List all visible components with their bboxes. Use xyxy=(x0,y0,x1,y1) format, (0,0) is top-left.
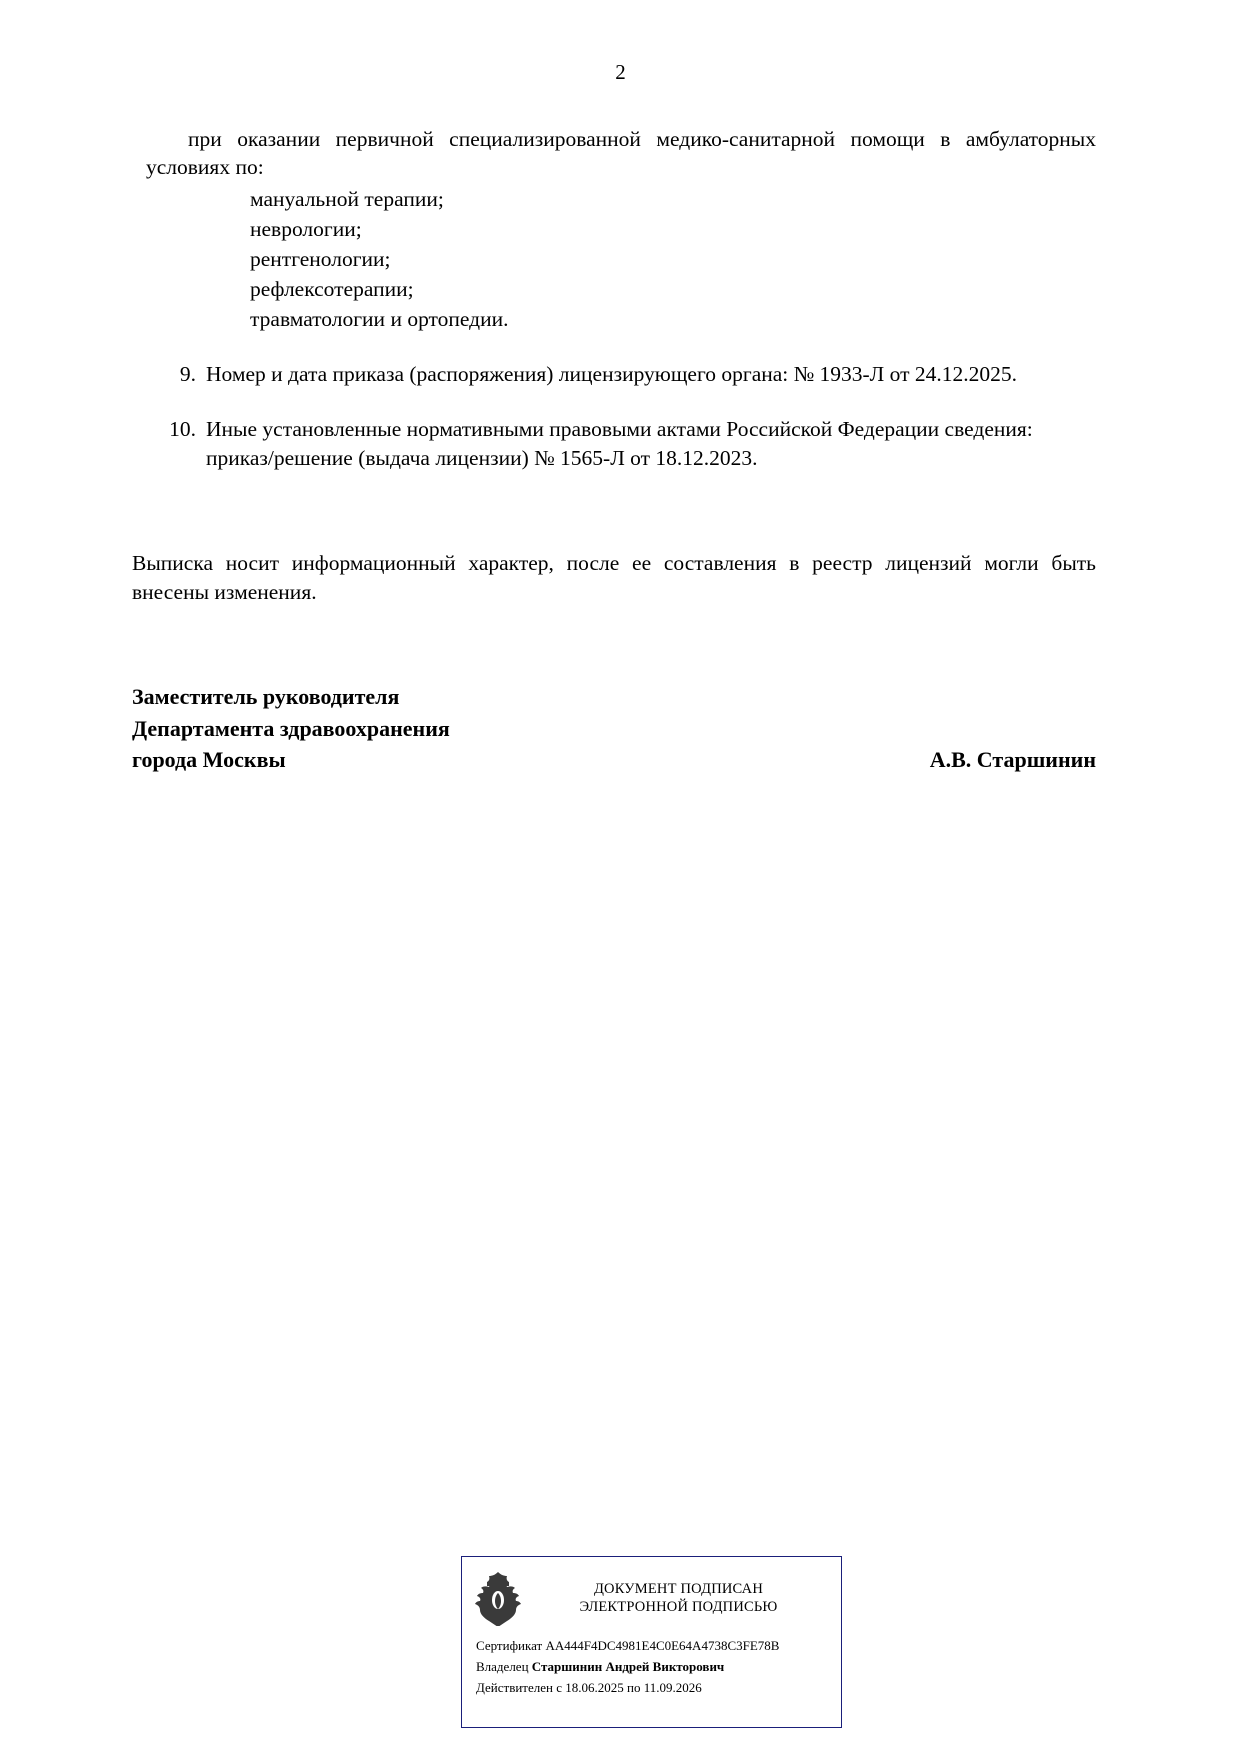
signatory-role-line-3: города Москвы xyxy=(132,746,286,772)
signatory-role-line-1: Заместитель руководителя xyxy=(132,684,400,710)
russian-coat-of-arms-icon xyxy=(472,1569,524,1627)
item-text: Номер и дата приказа (распоряжения) лицензирующего органа: № 1933-Л от 24.12.2025. xyxy=(206,362,1017,387)
list-item: рефлексотерапии; xyxy=(250,277,414,302)
intro-paragraph: при оказании первичной специализированной медико-санитарной помощи в амбулаторных условиях по: xyxy=(146,127,1096,180)
certificate-label: Сертификат xyxy=(476,1638,543,1653)
document-content xyxy=(132,125,1096,775)
item-number: 9. xyxy=(179,362,196,387)
owner-label: Владелец xyxy=(476,1659,529,1675)
list-item: рентгенологии; xyxy=(250,246,391,271)
stamp-details xyxy=(462,1631,841,1698)
stamp-header xyxy=(462,1557,841,1631)
list-item: мануальной терапии; xyxy=(250,186,444,211)
certificate-value: AA444F4DC4981E4C0E64A4738C3FE78B xyxy=(545,1638,780,1653)
item-text: Иные установленные нормативными правовыми актами Российской Федерации сведения: приказ/решение (выдача лицензии) № 1565-Л от 18.12.2023. xyxy=(206,417,1033,471)
services-list xyxy=(146,184,1096,334)
owner-value: Старшинин Андрей Викторович xyxy=(531,1659,725,1675)
stamp-title-line-2: ЭЛЕКТРОННОЙ ПОДПИСЬЮ xyxy=(579,1599,778,1615)
page-number: 2 xyxy=(615,60,626,84)
signatory-name: А.В. Старшинин xyxy=(929,746,1096,772)
stamp-title-line-1: ДОКУМЕНТ ПОДПИСАН xyxy=(593,1580,764,1597)
signatory-role-line-2: Департамента здравоохранения xyxy=(132,715,450,741)
validity-line: Действителен с 18.06.2025 по 11.09.2026 xyxy=(476,1680,702,1696)
numbered-item-9 xyxy=(146,360,1096,389)
stamp-title xyxy=(528,1580,835,1616)
disclaimer-paragraph: Выписка носит информационный характер, после ее составления в реестр лицензий могли быть внесены изменения. xyxy=(132,551,1096,605)
certificate-line xyxy=(476,1635,841,1656)
signature-block xyxy=(132,681,1096,775)
list-item: неврологии; xyxy=(250,216,362,241)
item-number: 10. xyxy=(169,417,196,442)
electronic-signature-stamp xyxy=(461,1556,842,1728)
numbered-item-10 xyxy=(146,415,1096,473)
list-item: травматологии и ортопедии. xyxy=(250,307,509,332)
owner-line xyxy=(476,1656,841,1677)
